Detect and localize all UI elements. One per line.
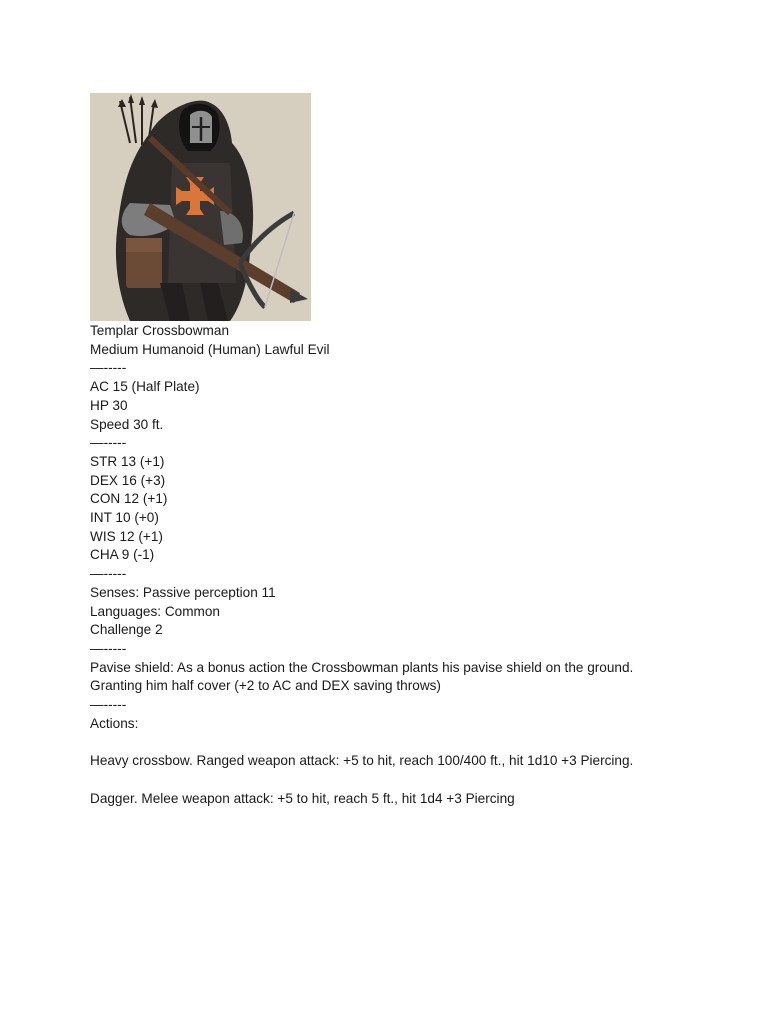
speed: Speed 30 ft. [90,416,164,432]
trait-pavise-shield-cont: Granting him half cover (+2 to AC and DEX saving throws) [90,678,441,694]
languages: Languages: Common [90,603,220,619]
section-divider: —----- [90,640,127,656]
action-heavy-crossbow: Heavy crossbow. Ranged weapon attack: +5 to hit, reach 100/400 ft., hit 1d10 +3 Piercing. [90,753,634,769]
crossbowman-portrait-image [90,93,311,321]
blank-line [90,771,730,790]
ability-con: CON 12 (+1) [90,491,168,507]
actions-header: Actions: [90,715,139,731]
section-divider: —----- [90,697,127,713]
ability-int: INT 10 (+0) [90,510,159,526]
statblock-text [90,322,730,808]
hit-points: HP 30 [90,397,128,413]
blank-line [90,733,730,752]
armor-class: AC 15 (Half Plate) [90,379,200,395]
ability-cha: CHA 9 (-1) [90,547,155,563]
crossbowman-portrait-icon [90,93,311,321]
action-dagger: Dagger. Melee weapon attack: +5 to hit, reach 5 ft., hit 1d4 +3 Piercing [90,790,515,806]
section-divider: —----- [90,360,127,376]
section-divider: —----- [90,566,127,582]
ability-dex: DEX 16 (+3) [90,472,166,488]
senses: Senses: Passive perception 11 [90,584,276,600]
ability-str: STR 13 (+1) [90,453,165,469]
ability-wis: WIS 12 (+1) [90,528,163,544]
challenge-rating: Challenge 2 [90,622,163,638]
trait-pavise-shield: Pavise shield: As a bonus action the Crossbowman plants his pavise shield on the ground. [90,659,634,675]
creature-name: Templar Crossbowman [90,323,230,338]
creature-type: Medium Humanoid (Human) Lawful Evil [90,341,330,357]
section-divider: —----- [90,435,127,451]
